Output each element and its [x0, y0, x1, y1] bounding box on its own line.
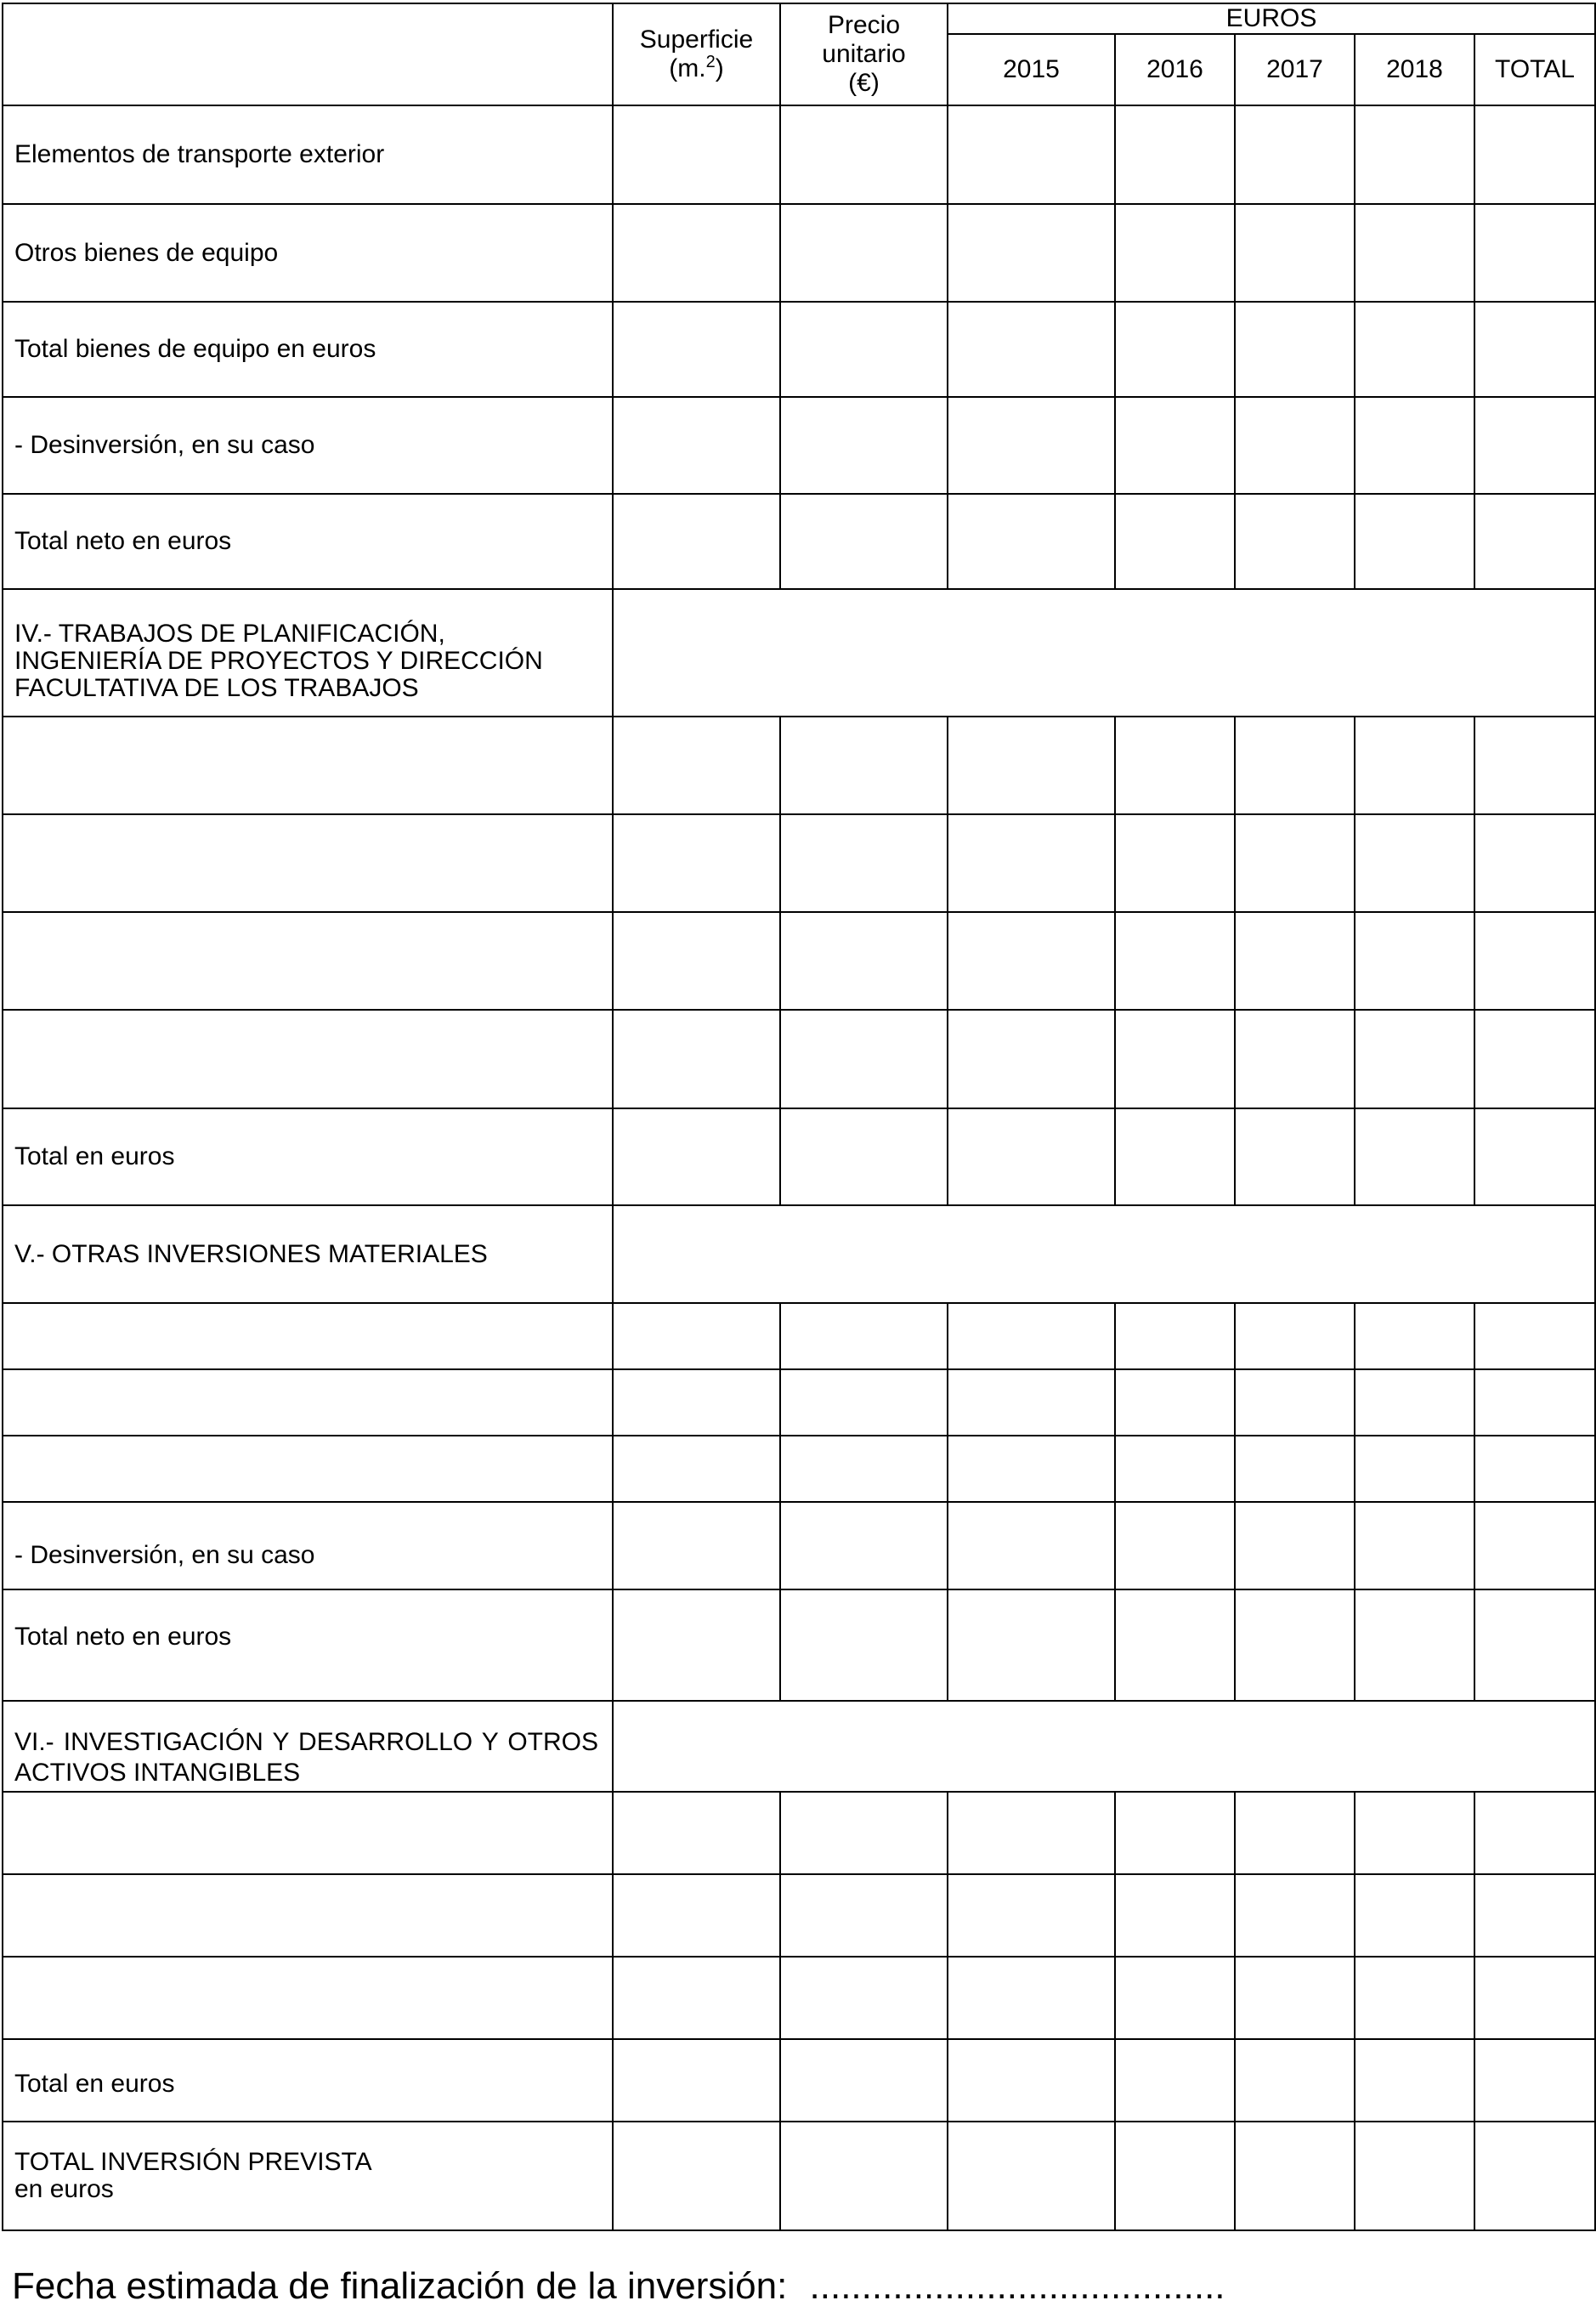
input-cell[interactable]: [780, 1792, 948, 1874]
input-cell[interactable]: [613, 1957, 780, 2039]
row-label: Otros bienes de equipo: [3, 204, 613, 302]
input-cell[interactable]: [1115, 1589, 1235, 1701]
input-cell[interactable]: [1115, 1303, 1235, 1369]
section-v-row: [3, 1369, 1595, 1436]
input-cell[interactable]: [780, 1957, 948, 2039]
input-cell[interactable]: [1235, 1010, 1355, 1108]
section-vi-title: VI.- INVESTIGACIÓN Y DESARROLLO Y OTROS ACTIVOS INTANGIBLES: [3, 1701, 613, 1792]
description-cell[interactable]: [3, 1436, 613, 1502]
input-cell[interactable]: [1355, 397, 1474, 494]
input-cell[interactable]: [1474, 1502, 1595, 1589]
input-cell[interactable]: [1474, 814, 1595, 912]
header-euros: EUROS: [948, 3, 1595, 34]
input-cell[interactable]: [1235, 2122, 1355, 2230]
input-cell[interactable]: [1474, 1108, 1595, 1205]
description-cell[interactable]: [3, 717, 613, 814]
input-cell[interactable]: [780, 912, 948, 1010]
input-cell[interactable]: [1115, 397, 1235, 494]
fecha-input[interactable]: ........................................: [809, 2265, 1225, 2307]
row-desinversion-2: [3, 1502, 1595, 1589]
input-cell[interactable]: [948, 105, 1115, 204]
input-cell[interactable]: [1474, 1436, 1595, 1502]
input-cell[interactable]: [780, 1502, 948, 1589]
input-cell[interactable]: [613, 1502, 780, 1589]
header-precio-unitario: Precio unitario (€): [780, 3, 948, 105]
input-cell[interactable]: [948, 1589, 1115, 1701]
input-cell[interactable]: [948, 1010, 1115, 1108]
row-total-inversion: [3, 2122, 1595, 2230]
input-cell[interactable]: [1235, 1369, 1355, 1436]
input-cell[interactable]: [1115, 204, 1235, 302]
input-cell[interactable]: [1355, 1303, 1474, 1369]
header-year-2015: 2015: [948, 34, 1115, 105]
input-cell[interactable]: [948, 302, 1115, 397]
input-cell[interactable]: [1355, 1502, 1474, 1589]
input-cell[interactable]: [1474, 105, 1595, 204]
input-cell[interactable]: [1235, 2039, 1355, 2122]
row-label: - Desinversión, en su caso: [3, 397, 613, 494]
row-label: Total en euros: [3, 2039, 613, 2122]
description-cell[interactable]: [3, 1874, 613, 1957]
input-cell[interactable]: [1355, 1792, 1474, 1874]
input-cell[interactable]: [1115, 1436, 1235, 1502]
investment-table: [2, 3, 1596, 2231]
input-cell[interactable]: [1235, 1502, 1355, 1589]
input-cell[interactable]: [1235, 204, 1355, 302]
header-year-2018: 2018: [1355, 34, 1474, 105]
input-cell[interactable]: [1235, 1792, 1355, 1874]
description-cell[interactable]: [3, 1957, 613, 2039]
input-cell[interactable]: [613, 494, 780, 589]
input-cell[interactable]: [613, 814, 780, 912]
input-cell[interactable]: [1235, 814, 1355, 912]
input-cell[interactable]: [1115, 2039, 1235, 2122]
input-cell[interactable]: [613, 2039, 780, 2122]
input-cell[interactable]: [1474, 912, 1595, 1010]
input-cell[interactable]: [948, 1303, 1115, 1369]
input-cell[interactable]: [780, 1303, 948, 1369]
row-total-neto-2: [3, 1589, 1595, 1701]
input-cell[interactable]: [780, 1874, 948, 1957]
input-cell[interactable]: [1474, 494, 1595, 589]
section-v-merged-cell: [613, 1205, 1595, 1303]
input-cell[interactable]: [1355, 1436, 1474, 1502]
description-cell[interactable]: [3, 1792, 613, 1874]
input-cell[interactable]: [613, 204, 780, 302]
input-cell[interactable]: [1235, 1436, 1355, 1502]
input-cell[interactable]: [1474, 2039, 1595, 2122]
input-cell[interactable]: [948, 814, 1115, 912]
input-cell[interactable]: [1355, 204, 1474, 302]
input-cell[interactable]: [1355, 302, 1474, 397]
input-cell[interactable]: [948, 2039, 1115, 2122]
input-cell[interactable]: [613, 1436, 780, 1502]
input-cell[interactable]: [1235, 397, 1355, 494]
input-cell[interactable]: [780, 814, 948, 912]
input-cell[interactable]: [780, 2122, 948, 2230]
section-vi-row: [3, 1792, 1595, 1874]
input-cell[interactable]: [780, 2039, 948, 2122]
input-cell[interactable]: [1474, 1957, 1595, 2039]
input-cell[interactable]: [613, 1303, 780, 1369]
row-label: Total en euros: [3, 1108, 613, 1205]
section-v-row: [3, 1303, 1595, 1369]
section-v-row: [3, 1436, 1595, 1502]
row-otros-bienes: [3, 204, 1595, 302]
input-cell[interactable]: [1355, 494, 1474, 589]
input-cell[interactable]: [1115, 494, 1235, 589]
input-cell[interactable]: [1235, 1957, 1355, 2039]
input-cell[interactable]: [1235, 105, 1355, 204]
input-cell[interactable]: [948, 1108, 1115, 1205]
input-cell[interactable]: [780, 1010, 948, 1108]
input-cell[interactable]: [1355, 1108, 1474, 1205]
input-cell[interactable]: [780, 105, 948, 204]
input-cell[interactable]: [948, 494, 1115, 589]
input-cell[interactable]: [613, 717, 780, 814]
input-cell[interactable]: [613, 1010, 780, 1108]
input-cell[interactable]: [948, 1874, 1115, 1957]
input-cell[interactable]: [1355, 814, 1474, 912]
input-cell[interactable]: [1355, 2039, 1474, 2122]
input-cell[interactable]: [613, 1369, 780, 1436]
row-total-bienes: [3, 302, 1595, 397]
input-cell[interactable]: [1355, 1369, 1474, 1436]
input-cell[interactable]: [1235, 912, 1355, 1010]
input-cell[interactable]: [1115, 814, 1235, 912]
description-cell[interactable]: [3, 912, 613, 1010]
input-cell[interactable]: [1235, 1589, 1355, 1701]
section-vi-row: [3, 1874, 1595, 1957]
input-cell[interactable]: [1355, 1874, 1474, 1957]
input-cell[interactable]: [1355, 1589, 1474, 1701]
input-cell[interactable]: [613, 1792, 780, 1874]
description-cell[interactable]: [3, 1369, 613, 1436]
input-cell[interactable]: [1115, 1502, 1235, 1589]
section-vi-merged-cell: [613, 1701, 1595, 1792]
input-cell[interactable]: [1115, 302, 1235, 397]
input-cell[interactable]: [1355, 2122, 1474, 2230]
input-cell[interactable]: [780, 494, 948, 589]
total-inversion-label: TOTAL INVERSIÓN PREVISTA en euros: [3, 2122, 613, 2230]
row-label: Total bienes de equipo en euros: [3, 302, 613, 397]
input-cell[interactable]: [1115, 1108, 1235, 1205]
header-total: TOTAL: [1474, 34, 1595, 105]
input-cell[interactable]: [780, 1589, 948, 1701]
description-cell[interactable]: [3, 814, 613, 912]
input-cell[interactable]: [1115, 1874, 1235, 1957]
input-cell[interactable]: [1115, 105, 1235, 204]
input-cell[interactable]: [613, 1108, 780, 1205]
section-iv-row: [3, 1010, 1595, 1108]
input-cell[interactable]: [948, 1502, 1115, 1589]
input-cell[interactable]: [780, 397, 948, 494]
description-cell[interactable]: [3, 1303, 613, 1369]
row-total-euros-vi: [3, 2039, 1595, 2122]
row-total-euros-iv: [3, 1108, 1595, 1205]
input-cell[interactable]: [613, 1589, 780, 1701]
input-cell[interactable]: [948, 1369, 1115, 1436]
input-cell[interactable]: [948, 204, 1115, 302]
section-vi-header: [3, 1701, 1595, 1792]
input-cell[interactable]: [1474, 397, 1595, 494]
input-cell[interactable]: [948, 397, 1115, 494]
row-elementos-transporte: [3, 105, 1595, 204]
input-cell[interactable]: [1474, 1010, 1595, 1108]
section-iv-row: [3, 814, 1595, 912]
input-cell[interactable]: [948, 1436, 1115, 1502]
section-iv-title: IV.- TRABAJOS DE PLANIFICACIÓN, INGENIERÍA DE PROYECTOS Y DIRECCIÓN FACULTATIVA DE LOS TRABAJOS: [3, 589, 613, 717]
input-cell[interactable]: [1235, 1303, 1355, 1369]
row-label: - Desinversión, en su caso: [3, 1502, 613, 1589]
header-year-2017: 2017: [1235, 34, 1355, 105]
input-cell[interactable]: [1235, 717, 1355, 814]
input-cell[interactable]: [1474, 302, 1595, 397]
input-cell[interactable]: [780, 302, 948, 397]
input-cell[interactable]: [1355, 1957, 1474, 2039]
input-cell[interactable]: [948, 1957, 1115, 2039]
input-cell[interactable]: [948, 1792, 1115, 1874]
section-vi-row: [3, 1957, 1595, 2039]
section-iv-row: [3, 912, 1595, 1010]
input-cell[interactable]: [1235, 302, 1355, 397]
section-iv-header: [3, 589, 1595, 717]
input-cell[interactable]: [1115, 1792, 1235, 1874]
header-superficie: Superficie (m.$^2$): [613, 3, 780, 105]
row-label: Total neto en euros: [3, 494, 613, 589]
input-cell[interactable]: [1235, 494, 1355, 589]
section-iv-merged-cell: [613, 589, 1595, 717]
input-cell[interactable]: [1355, 717, 1474, 814]
input-cell[interactable]: [1235, 1108, 1355, 1205]
input-cell[interactable]: [1474, 1874, 1595, 1957]
input-cell[interactable]: [780, 1369, 948, 1436]
section-iv-row: [3, 717, 1595, 814]
section-v-title: V.- OTRAS INVERSIONES MATERIALES: [3, 1205, 613, 1303]
input-cell[interactable]: [780, 717, 948, 814]
input-cell[interactable]: [613, 302, 780, 397]
input-cell[interactable]: [948, 2122, 1115, 2230]
input-cell[interactable]: [1474, 1303, 1595, 1369]
row-desinversion-1: [3, 397, 1595, 494]
input-cell[interactable]: [1115, 1369, 1235, 1436]
input-cell[interactable]: [780, 1436, 948, 1502]
row-label: Total neto en euros: [3, 1589, 613, 1701]
input-cell[interactable]: [1355, 105, 1474, 204]
input-cell[interactable]: [1474, 717, 1595, 814]
input-cell[interactable]: [1355, 912, 1474, 1010]
input-cell[interactable]: [948, 717, 1115, 814]
input-cell[interactable]: [1115, 717, 1235, 814]
header-year-2016: 2016: [1115, 34, 1235, 105]
input-cell[interactable]: [1115, 2122, 1235, 2230]
input-cell[interactable]: [1474, 1792, 1595, 1874]
fecha-finalizacion-line: [12, 2265, 1225, 2308]
input-cell[interactable]: [1474, 1369, 1595, 1436]
header-blank-cell: [3, 3, 613, 105]
section-v-header: [3, 1205, 1595, 1303]
input-cell[interactable]: [613, 105, 780, 204]
input-cell[interactable]: [1474, 204, 1595, 302]
input-cell[interactable]: [780, 204, 948, 302]
input-cell[interactable]: [948, 912, 1115, 1010]
description-cell[interactable]: [3, 1010, 613, 1108]
fecha-label: Fecha estimada de finalización de la inversión:: [12, 2265, 788, 2307]
input-cell[interactable]: [780, 1108, 948, 1205]
input-cell[interactable]: [613, 2122, 780, 2230]
input-cell[interactable]: [613, 397, 780, 494]
input-cell[interactable]: [613, 912, 780, 1010]
input-cell[interactable]: [1474, 1589, 1595, 1701]
input-cell[interactable]: [1235, 1874, 1355, 1957]
row-total-neto-1: [3, 494, 1595, 589]
input-cell[interactable]: [1115, 912, 1235, 1010]
input-cell[interactable]: [1115, 1010, 1235, 1108]
row-label: Elementos de transporte exterior: [3, 105, 613, 204]
input-cell[interactable]: [1355, 1010, 1474, 1108]
input-cell[interactable]: [613, 1874, 780, 1957]
input-cell[interactable]: [1115, 1957, 1235, 2039]
input-cell[interactable]: [1474, 2122, 1595, 2230]
